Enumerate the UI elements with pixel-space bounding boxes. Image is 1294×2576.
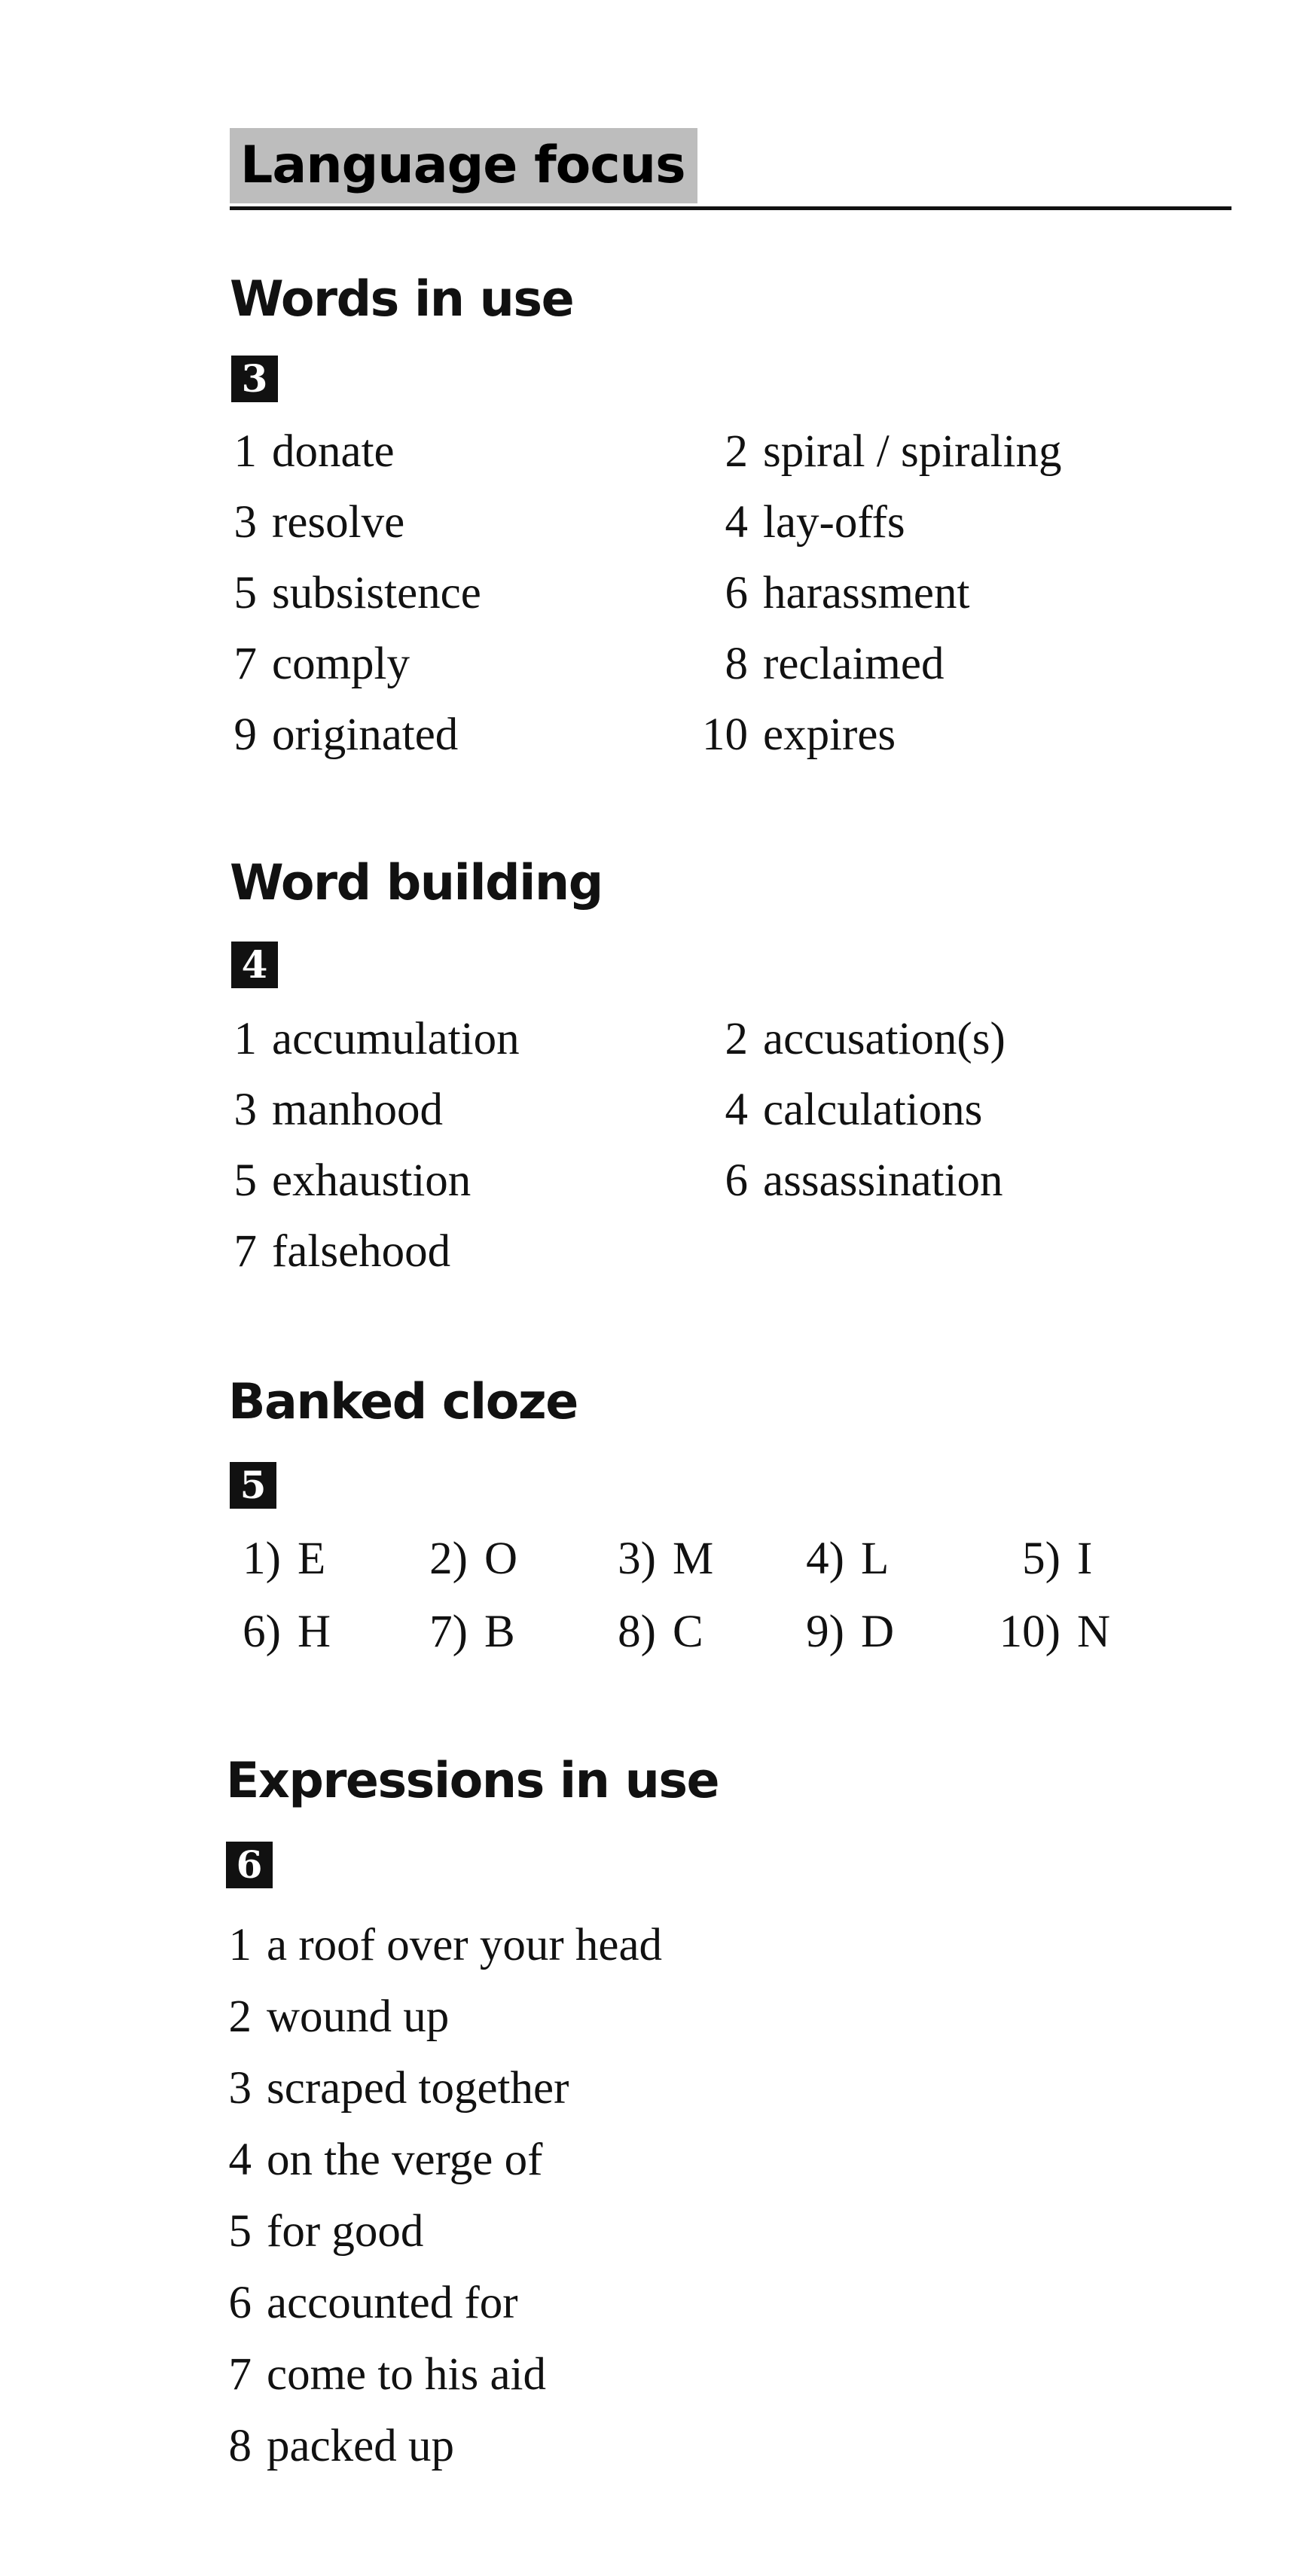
cloze-answer	[401, 1529, 517, 1589]
cloze-number: 9)	[806, 1607, 844, 1657]
answer-number: 5	[228, 2206, 252, 2257]
answer-item	[224, 2202, 423, 2262]
answer-item	[224, 2059, 569, 2119]
answer-item	[230, 634, 410, 694]
cloze-answer	[215, 1602, 331, 1662]
answer-number: 6	[228, 2278, 252, 2328]
cloze-letter: I	[1077, 1534, 1093, 1584]
answer-item	[697, 705, 896, 765]
answer-text: calculations	[763, 1085, 983, 1135]
page-title: Language focus	[230, 128, 697, 203]
exercise-number-badge: 3	[231, 356, 278, 402]
cloze-number: 1)	[243, 1534, 281, 1584]
answer-number: 1	[228, 1920, 252, 1970]
cloze-number: 10)	[999, 1607, 1061, 1657]
answer-text: on the verge of	[267, 2135, 543, 2185]
cloze-letter: L	[861, 1534, 890, 1584]
answer-item	[230, 705, 458, 765]
answer-number: 3	[233, 497, 257, 548]
answer-item	[224, 1987, 449, 2047]
answer-text: harassment	[763, 568, 970, 618]
exercise-number-badge: 6	[226, 1842, 273, 1888]
answer-item	[224, 1915, 662, 1976]
cloze-answer	[590, 1602, 703, 1662]
answer-text: lay-offs	[763, 497, 905, 548]
answer-text: accumulation	[272, 1014, 520, 1064]
answer-text: resolve	[272, 497, 405, 548]
answer-item	[230, 422, 395, 482]
cloze-answer	[215, 1529, 325, 1589]
answer-text: wound up	[267, 1992, 450, 2042]
exercise-number-badge: 4	[231, 942, 278, 988]
cloze-letter: H	[298, 1607, 331, 1657]
answer-text: manhood	[272, 1085, 444, 1135]
answer-text: come to his aid	[267, 2349, 547, 2400]
answer-item	[230, 1222, 450, 1282]
answer-text: packed up	[267, 2421, 454, 2471]
section-title-expressions-in-use: Expressions in use	[226, 1753, 719, 1809]
answer-number: 10	[702, 710, 748, 760]
answer-number: 8	[228, 2421, 252, 2471]
answer-text: falsehood	[272, 1226, 451, 1277]
answer-item	[697, 1009, 1006, 1070]
section-title-word-building: Word building	[230, 855, 603, 911]
section-title-words-in-use: Words in use	[230, 271, 574, 328]
answer-text: reclaimed	[763, 639, 945, 689]
answer-number: 4	[725, 497, 748, 548]
answer-number: 3	[228, 2063, 252, 2114]
answer-number: 8	[725, 639, 748, 689]
answer-text: accounted for	[267, 2278, 518, 2328]
cloze-number: 5)	[1022, 1534, 1061, 1584]
cloze-letter: C	[673, 1607, 703, 1657]
answer-number: 5	[233, 1155, 257, 1206]
answer-item	[224, 2416, 454, 2477]
answer-text: accusation(s)	[763, 1014, 1006, 1064]
answer-item	[697, 634, 944, 694]
answer-text: for good	[267, 2206, 424, 2257]
cloze-answer	[778, 1602, 894, 1662]
answer-item	[230, 1009, 520, 1070]
answer-text: spiral / spiraling	[763, 426, 1062, 477]
answer-item	[224, 2345, 546, 2405]
exercise-number-badge: 5	[230, 1462, 276, 1509]
cloze-answer	[778, 1529, 889, 1589]
page-header	[230, 128, 1231, 209]
cloze-letter: E	[298, 1534, 326, 1584]
answer-text: exhaustion	[272, 1155, 472, 1206]
cloze-number: 7)	[429, 1607, 468, 1657]
cloze-letter: M	[673, 1534, 714, 1584]
answer-item	[697, 493, 905, 553]
cloze-letter: N	[1077, 1607, 1111, 1657]
title-underline	[230, 206, 1231, 210]
answer-number: 2	[725, 426, 748, 477]
answer-number: 6	[725, 568, 748, 618]
answer-number: 7	[233, 1226, 257, 1277]
answer-number: 1	[233, 1014, 257, 1064]
answer-item	[697, 422, 1061, 482]
cloze-answer	[590, 1529, 713, 1589]
answer-item	[224, 2130, 542, 2190]
answer-number: 2	[725, 1014, 748, 1064]
cloze-number: 3)	[618, 1534, 656, 1584]
answer-number: 4	[725, 1085, 748, 1135]
answer-number: 7	[233, 639, 257, 689]
answer-number: 1	[233, 426, 257, 477]
section-title-banked-cloze: Banked cloze	[228, 1374, 578, 1430]
answer-number: 6	[725, 1155, 748, 1206]
cloze-letter: B	[484, 1607, 515, 1657]
answer-number: 4	[228, 2135, 252, 2185]
answer-item	[230, 563, 481, 624]
cloze-letter: O	[484, 1534, 518, 1584]
cloze-answer	[994, 1529, 1092, 1589]
answer-text: comply	[272, 639, 410, 689]
answer-item	[697, 563, 969, 624]
answer-item	[230, 1151, 471, 1211]
answer-number: 9	[233, 710, 257, 760]
cloze-number: 6)	[243, 1607, 281, 1657]
answer-number: 3	[233, 1085, 257, 1135]
answer-text: assassination	[763, 1155, 1003, 1206]
answer-text: originated	[272, 710, 459, 760]
answer-item	[230, 1080, 443, 1140]
answer-item	[697, 1080, 982, 1140]
answer-text: a roof over your head	[267, 1920, 663, 1970]
cloze-answer	[401, 1602, 515, 1662]
cloze-letter: D	[861, 1607, 895, 1657]
answer-number: 2	[228, 1992, 252, 2042]
answer-item	[697, 1151, 1003, 1211]
answer-item	[224, 2273, 518, 2333]
answer-text: expires	[763, 710, 896, 760]
answer-item	[230, 493, 404, 553]
answer-text: subsistence	[272, 568, 481, 618]
answer-text: scraped together	[267, 2063, 569, 2114]
cloze-number: 8)	[618, 1607, 656, 1657]
answer-text: donate	[272, 426, 395, 477]
cloze-number: 4)	[806, 1534, 844, 1584]
cloze-answer	[994, 1602, 1110, 1662]
cloze-number: 2)	[429, 1534, 468, 1584]
answer-number: 7	[228, 2349, 252, 2400]
answer-number: 5	[233, 568, 257, 618]
